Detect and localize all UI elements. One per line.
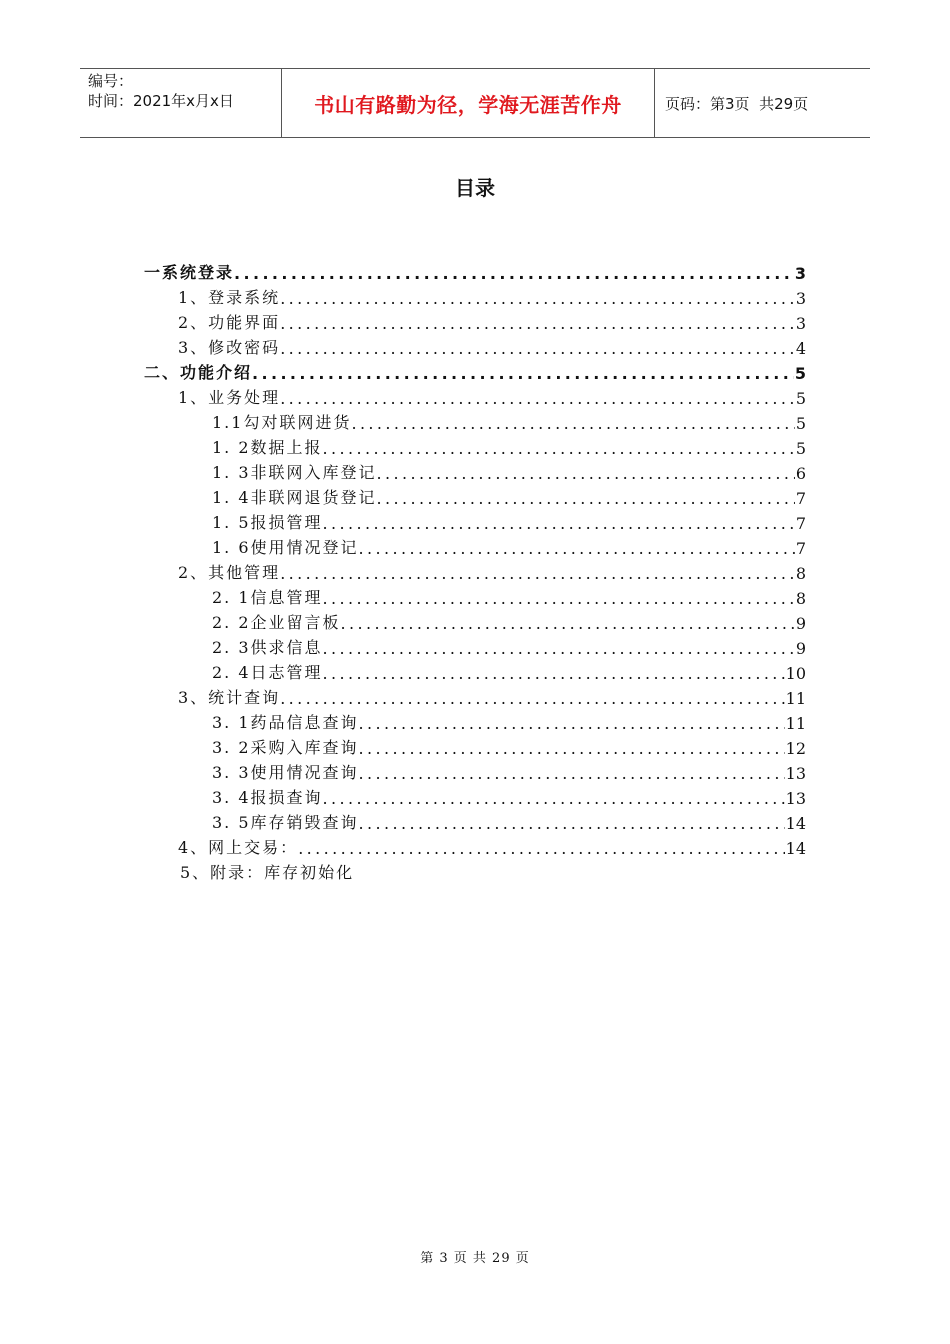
toc-entry-label: 1、业务处理: [178, 388, 281, 407]
toc-entry-label: 5、附录：库存初始化: [180, 863, 355, 882]
toc-dot-leader: [252, 364, 794, 383]
toc-dot-leader: [323, 664, 785, 683]
page-header: [80, 68, 870, 138]
header-motto: 书山有路勤为径，学海无涯苦作舟: [282, 69, 655, 137]
toc-entry-label: 1. 2数据上报: [212, 438, 323, 457]
toc-dot-leader: [280, 289, 795, 308]
toc-dot-leader: [351, 414, 794, 433]
toc-entry-page: 13: [785, 789, 806, 808]
toc-entry-label: 1. 4非联网退货登记: [212, 488, 377, 507]
toc-entry-page: 3: [795, 314, 806, 333]
toc-dot-leader: [323, 439, 795, 458]
header-meta: [80, 69, 282, 137]
toc-entry-label: 3. 4报损查询: [212, 788, 323, 807]
toc-entry-page: 9: [795, 639, 806, 658]
toc-dot-leader: [298, 839, 784, 858]
toc-dot-leader: [323, 589, 795, 608]
toc-entry-label: 3. 1药品信息查询: [212, 713, 359, 732]
toc-entry[interactable]: [212, 708, 806, 733]
toc-dot-leader: [359, 764, 785, 783]
toc-dot-leader: [377, 489, 795, 508]
toc-dot-leader: [234, 264, 794, 283]
toc-entry-label: 2、其他管理: [178, 563, 281, 582]
toc-entry-page: 5: [794, 364, 806, 383]
toc-entry-page: 7: [795, 539, 806, 558]
toc-entry[interactable]: [212, 808, 806, 833]
toc-entry-label: 1.1勾对联网进货: [212, 413, 352, 432]
toc-entry-label: 2. 2企业留言板: [212, 613, 341, 632]
page-footer: 第 3 页 共 29 页: [420, 1251, 530, 1266]
toc-entry-label: 二、功能介绍: [144, 363, 253, 382]
toc-entry[interactable]: [212, 458, 806, 483]
toc-entry[interactable]: [212, 508, 806, 533]
toc-entry-page: 14: [785, 839, 806, 858]
toc-entry-page: 14: [785, 814, 806, 833]
toc-title: 目录: [455, 176, 495, 200]
toc-entry[interactable]: [178, 283, 806, 308]
toc-entry[interactable]: [212, 433, 806, 458]
toc-entry[interactable]: [212, 533, 806, 558]
toc-entry[interactable]: [212, 583, 806, 608]
toc-dot-leader: [280, 564, 795, 583]
toc-entry[interactable]: [212, 658, 806, 683]
toc-entry-page: 13: [785, 764, 806, 783]
toc-entry-page: 3: [795, 289, 806, 308]
toc-entry[interactable]: [178, 833, 806, 858]
toc-dot-leader: [359, 814, 785, 833]
toc-entry[interactable]: [212, 783, 806, 808]
toc-dot-leader: [377, 464, 795, 483]
toc-dot-leader: [323, 789, 785, 808]
toc-entry-label: 4、网上交易：: [178, 838, 299, 857]
toc-dot-leader: [280, 314, 795, 333]
toc-entry[interactable]: [212, 608, 806, 633]
toc-entry[interactable]: [178, 383, 806, 408]
toc-entry-label: 2. 1信息管理: [212, 588, 323, 607]
toc-entry-page: 5: [795, 389, 806, 408]
toc-entry[interactable]: [212, 758, 806, 783]
toc-entry[interactable]: [178, 558, 806, 583]
toc-entry-label: 2、功能界面: [178, 313, 281, 332]
toc-entry[interactable]: [212, 483, 806, 508]
toc-entry[interactable]: [144, 358, 806, 383]
toc-entry[interactable]: [212, 733, 806, 758]
toc-entry[interactable]: [178, 683, 806, 708]
toc-entry-label: 3、修改密码: [178, 338, 281, 357]
toc-entry-page: 12: [785, 739, 806, 758]
toc-entry-label: 1. 5报损管理: [212, 513, 323, 532]
header-page-info-text: 页码：第3页 共29页: [665, 94, 809, 113]
toc-entry-label: 1. 3非联网入库登记: [212, 463, 377, 482]
toc-entry-page: 7: [795, 489, 806, 508]
toc-entry-page: 10: [785, 664, 806, 683]
header-page-info: [655, 69, 870, 137]
toc-entry-label: 3、统计查询: [178, 688, 281, 707]
toc-entry-appendix[interactable]: [180, 858, 480, 883]
toc-entry-label: 1、登录系统: [178, 288, 281, 307]
toc-entry-page: 6: [795, 464, 806, 483]
header-number-label: 编号：: [88, 72, 134, 90]
toc-dot-leader: [280, 689, 784, 708]
toc-dot-leader: [359, 539, 795, 558]
toc-entry-page: 8: [795, 589, 806, 608]
toc-entry-page: 11: [785, 689, 806, 708]
toc-entry[interactable]: [212, 408, 806, 433]
toc-dot-leader: [323, 514, 795, 533]
toc-entry-page: 3: [794, 264, 806, 283]
toc-entry-label: 一系统登录: [144, 263, 235, 282]
toc-entry-label: 2. 3供求信息: [212, 638, 323, 657]
toc-entry-page: 9: [795, 614, 806, 633]
toc-entry[interactable]: [178, 333, 806, 358]
toc-entry-page: 8: [795, 564, 806, 583]
toc-dot-leader: [280, 389, 795, 408]
header-time-label: 时间：2021年x月x日: [88, 92, 234, 110]
toc-entry-label: 3. 5库存销毁查询: [212, 813, 359, 832]
toc-entry[interactable]: [212, 633, 806, 658]
toc-entry[interactable]: [178, 308, 806, 333]
toc-dot-leader: [323, 639, 795, 658]
toc-dot-leader: [341, 614, 795, 633]
toc-dot-leader: [359, 714, 785, 733]
toc-dot-leader: [359, 739, 785, 758]
toc-entry-page: 5: [795, 414, 806, 433]
toc-entry-page: 5: [795, 439, 806, 458]
toc-entry-label: 1. 6使用情况登记: [212, 538, 359, 557]
toc-dot-leader: [280, 339, 795, 358]
toc-entry-page: 4: [795, 339, 806, 358]
toc-entry-label: 3. 2采购入库查询: [212, 738, 359, 757]
toc-entry-label: 2. 4日志管理: [212, 663, 323, 682]
toc-entry-label: 3. 3使用情况查询: [212, 763, 359, 782]
toc-entry[interactable]: [144, 258, 806, 283]
toc-entry-page: 11: [785, 714, 806, 733]
toc-entry-page: 7: [795, 514, 806, 533]
